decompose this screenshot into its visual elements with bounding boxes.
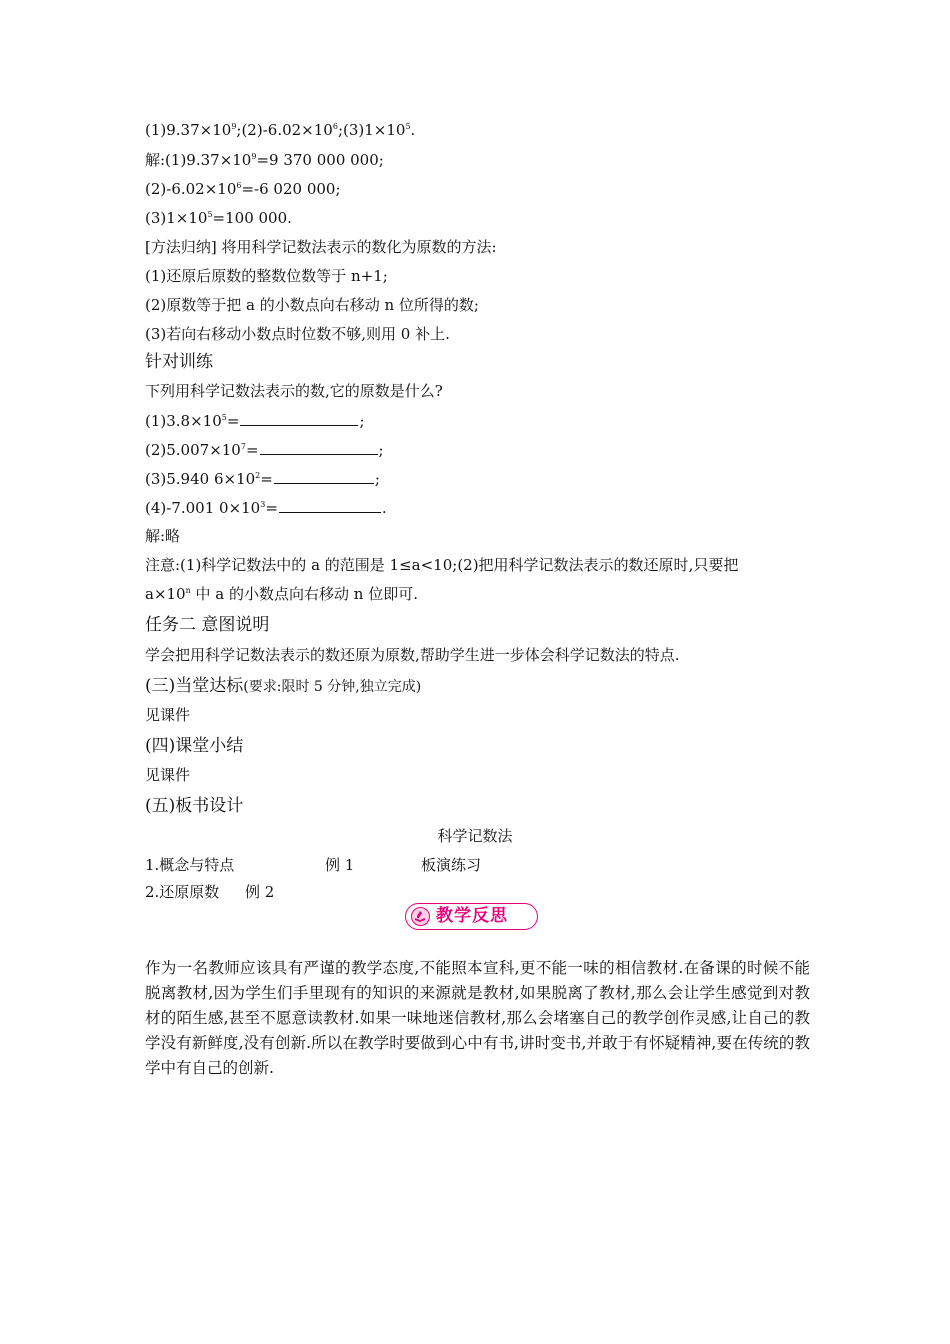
board-row2-col1: 2.还原原数 [145,883,220,901]
pen-book-icon [411,907,430,926]
solution-line-2: $(2)-6.02\times 10^6=-6$ 020 000; [145,180,341,198]
board-row1-col3: 板演练习 [421,856,482,874]
board-row1-col2: 例 1 [325,856,355,874]
board-title: 科学记数法 [437,827,513,845]
practice-question-2: $(2)5.007\times 10^7=$ ; [145,441,384,459]
practice-question-1: $(1)3.8\times 10^5=$ ; [145,412,365,430]
section4-content: 见课件 [145,766,191,784]
method-rule-1: (1)还原后原数的整数位数等于 n+1; [145,267,388,285]
practice-answer: 解:略 [145,527,181,545]
practice-prompt: 下列用科学记数法表示的数,它的原数是什么? [145,382,443,400]
section4-heading: (四)课堂小结 [145,736,244,756]
answer-blank-4[interactable] [279,497,381,513]
answer-blank-1[interactable] [240,410,358,426]
section3-heading: (三)当堂达标 [145,676,244,696]
note-line-1: 注意:(1)科学记数法中的 a 的范围是 1≤a<10;(2)把用科学记数法表示的数还原时,只要把 [145,556,739,574]
practice-question-3: (3)5.940 $6\times 10^2=$ ; [145,470,380,488]
practice-question-4: (4)-7.001 $0\times 10^3=$ . [145,499,387,517]
method-rule-3: (3)若向右移动小数点时位数不够,则用 0 补上. [145,325,450,343]
reflection-badge [405,903,538,930]
example-problems: $(1)9.37\times 10^9;(2)-6.02\times 10^6;(3)1\times 10^5$. [145,121,416,139]
method-rule-2: (2)原数等于把 a 的小数点向右移动 n 位所得的数; [145,296,479,314]
task2-text: 学会把用科学记数法表示的数还原为原数,帮助学生进一步体会科学记数法的特点. [145,646,680,664]
answer-blank-2[interactable] [260,439,378,455]
board-row1-col1: 1.概念与特点 [145,856,235,874]
section3-note: (要求:限时 5 分钟,独立完成) [243,679,422,695]
note-line-2: $a\times 10^n$ 中 a 的小数点向右移动 n 位即可. [145,585,418,603]
reflection-paragraph: 作为一名教师应该具有严谨的教学态度,不能照本宣科,更不能一味的相信教材.在备课的时候不能脱离教材,因为学生们手里现有的知识的来源就是教材,如果脱离了教材,那么会让学生感觉到对教材的陌生感,甚至不愿意读教材.如果一味地迷信教材,那么会堵塞自己的教学创作灵感,让自己的教学没有新鲜度,没有创新.所以在教学时要做到心中有书,讲时变书,并敢于有怀疑精神,要在传统的教学中有自己的创新. [145,959,810,1077]
task2-heading: 任务二 意图说明 [145,615,270,635]
section3-heading-line [145,675,421,697]
reflection-badge-label: 教学反思 [436,906,508,926]
section3-content: 见课件 [145,706,191,724]
answer-blank-3[interactable] [274,468,374,484]
practice-heading: 针对训练 [145,352,213,372]
method-title: [方法归纳] 将用科学记数法表示的数化为原数的方法: [145,238,497,256]
section5-heading: (五)板书设计 [145,796,244,816]
solution-line-3: $(3)1\times 10^5=100$ 000. [145,209,292,227]
board-row2-col2: 例 2 [245,883,275,901]
solution-line-1: 解$:(1)9.37\times 10^9=9$ 370 000 000; [145,151,384,169]
